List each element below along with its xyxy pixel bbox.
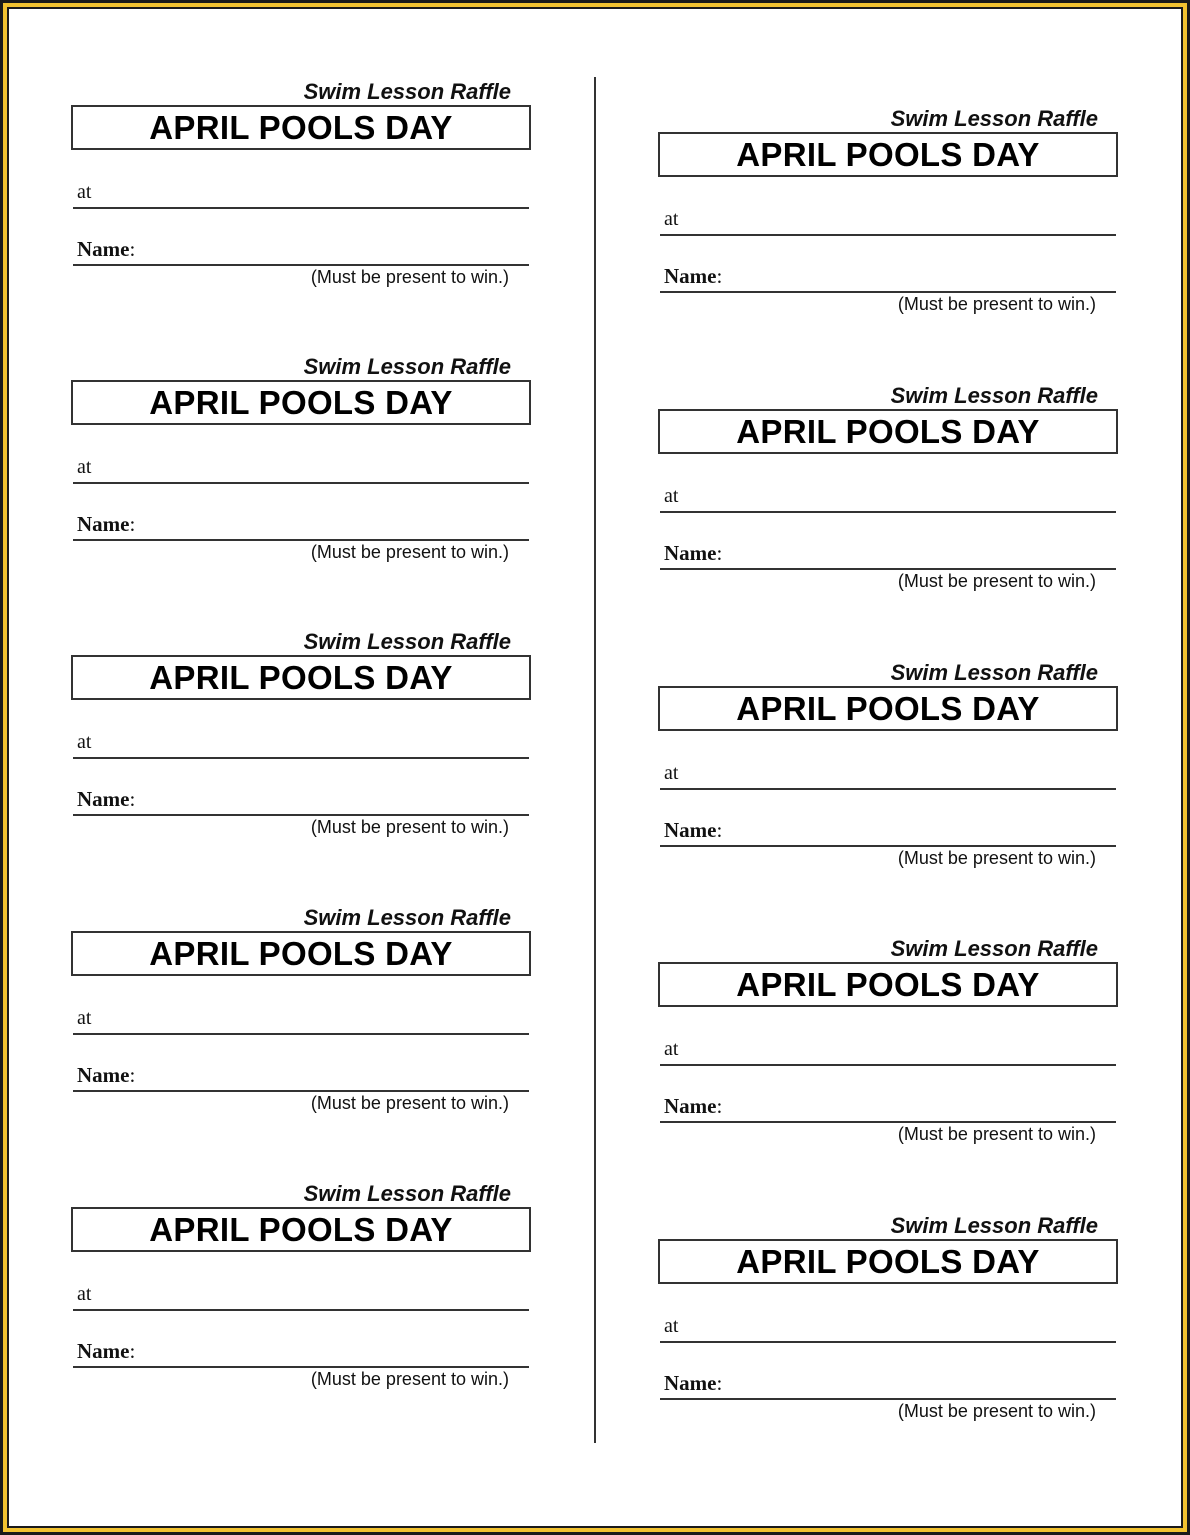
name-label-text: Name bbox=[664, 541, 717, 565]
event-name: APRIL POOLS DAY bbox=[149, 108, 453, 146]
at-label: at bbox=[664, 208, 679, 230]
name-line[interactable] bbox=[660, 568, 1116, 570]
must-be-present-note: (Must be present to win.) bbox=[310, 267, 509, 287]
name-label-text: Name bbox=[664, 818, 717, 842]
at-line[interactable] bbox=[660, 1341, 1116, 1343]
name-label-colon: : bbox=[129, 237, 136, 261]
at-line[interactable] bbox=[660, 511, 1116, 513]
raffle-ticket bbox=[658, 1213, 1120, 1433]
name-label-colon: : bbox=[716, 1094, 723, 1118]
raffle-title: Swim Lesson Raffle bbox=[303, 79, 511, 104]
name-line[interactable] bbox=[660, 1398, 1116, 1400]
event-name-box bbox=[71, 105, 531, 150]
name-label-colon: : bbox=[129, 1339, 136, 1363]
name-label-text: Name bbox=[77, 1063, 130, 1087]
event-name-box bbox=[658, 686, 1118, 731]
event-name-box bbox=[658, 132, 1118, 177]
name-label-colon: : bbox=[129, 787, 136, 811]
name-label-colon: : bbox=[129, 1063, 136, 1087]
event-name: APRIL POOLS DAY bbox=[149, 658, 453, 696]
column-divider bbox=[594, 77, 596, 1443]
at-line[interactable] bbox=[660, 1064, 1116, 1066]
must-be-present-note: (Must be present to win.) bbox=[897, 294, 1096, 314]
event-name: APRIL POOLS DAY bbox=[736, 412, 1040, 450]
at-line[interactable] bbox=[73, 207, 529, 209]
raffle-ticket bbox=[658, 936, 1120, 1156]
at-label: at bbox=[664, 1315, 679, 1337]
raffle-ticket bbox=[658, 106, 1120, 326]
event-name: APRIL POOLS DAY bbox=[736, 135, 1040, 173]
name-label-text: Name bbox=[77, 787, 130, 811]
raffle-title: Swim Lesson Raffle bbox=[890, 660, 1098, 685]
at-line[interactable] bbox=[660, 234, 1116, 236]
at-line[interactable] bbox=[73, 1309, 529, 1311]
name-label bbox=[664, 1094, 722, 1119]
raffle-title: Swim Lesson Raffle bbox=[890, 1213, 1098, 1238]
event-name: APRIL POOLS DAY bbox=[149, 1210, 453, 1248]
name-line[interactable] bbox=[73, 539, 529, 541]
must-be-present-note: (Must be present to win.) bbox=[310, 1093, 509, 1113]
event-name-box bbox=[71, 1207, 531, 1252]
raffle-ticket bbox=[71, 1181, 533, 1401]
name-line[interactable] bbox=[73, 814, 529, 816]
raffle-ticket bbox=[658, 660, 1120, 880]
name-label-colon: : bbox=[716, 818, 723, 842]
at-label: at bbox=[77, 731, 92, 753]
event-name: APRIL POOLS DAY bbox=[736, 689, 1040, 727]
name-label bbox=[77, 237, 135, 262]
name-label bbox=[77, 512, 135, 537]
name-label bbox=[664, 818, 722, 843]
name-label-colon: : bbox=[129, 512, 136, 536]
raffle-title: Swim Lesson Raffle bbox=[890, 383, 1098, 408]
name-label-text: Name bbox=[664, 1371, 717, 1395]
must-be-present-note: (Must be present to win.) bbox=[310, 542, 509, 562]
name-line[interactable] bbox=[73, 1090, 529, 1092]
must-be-present-note: (Must be present to win.) bbox=[310, 817, 509, 837]
name-label-text: Name bbox=[664, 1094, 717, 1118]
event-name: APRIL POOLS DAY bbox=[736, 1242, 1040, 1280]
name-label bbox=[664, 264, 722, 289]
name-line[interactable] bbox=[660, 845, 1116, 847]
event-name-box bbox=[71, 655, 531, 700]
name-label bbox=[77, 1063, 135, 1088]
at-label: at bbox=[77, 181, 92, 203]
at-label: at bbox=[77, 1007, 92, 1029]
must-be-present-note: (Must be present to win.) bbox=[897, 571, 1096, 591]
name-label-colon: : bbox=[716, 1371, 723, 1395]
name-line[interactable] bbox=[73, 1366, 529, 1368]
event-name-box bbox=[658, 409, 1118, 454]
raffle-title: Swim Lesson Raffle bbox=[303, 629, 511, 654]
at-label: at bbox=[77, 1283, 92, 1305]
name-line[interactable] bbox=[660, 1121, 1116, 1123]
at-label: at bbox=[664, 762, 679, 784]
at-label: at bbox=[77, 456, 92, 478]
at-line[interactable] bbox=[73, 757, 529, 759]
raffle-title: Swim Lesson Raffle bbox=[303, 354, 511, 379]
name-label-text: Name bbox=[77, 512, 130, 536]
raffle-ticket bbox=[71, 905, 533, 1125]
name-label bbox=[664, 541, 722, 566]
name-label bbox=[664, 1371, 722, 1396]
raffle-title: Swim Lesson Raffle bbox=[303, 905, 511, 930]
must-be-present-note: (Must be present to win.) bbox=[310, 1369, 509, 1389]
name-label-text: Name bbox=[77, 237, 130, 261]
name-line[interactable] bbox=[73, 264, 529, 266]
must-be-present-note: (Must be present to win.) bbox=[897, 1401, 1096, 1421]
raffle-title: Swim Lesson Raffle bbox=[890, 936, 1098, 961]
event-name-box bbox=[71, 931, 531, 976]
at-label: at bbox=[664, 485, 679, 507]
name-label-text: Name bbox=[77, 1339, 130, 1363]
raffle-ticket bbox=[71, 629, 533, 849]
raffle-ticket bbox=[658, 383, 1120, 603]
raffle-ticket bbox=[71, 354, 533, 574]
event-name: APRIL POOLS DAY bbox=[149, 934, 453, 972]
at-line[interactable] bbox=[73, 1033, 529, 1035]
raffle-title: Swim Lesson Raffle bbox=[303, 1181, 511, 1206]
name-label bbox=[77, 787, 135, 812]
name-label-colon: : bbox=[716, 264, 723, 288]
event-name: APRIL POOLS DAY bbox=[736, 965, 1040, 1003]
must-be-present-note: (Must be present to win.) bbox=[897, 1124, 1096, 1144]
name-label bbox=[77, 1339, 135, 1364]
raffle-title: Swim Lesson Raffle bbox=[890, 106, 1098, 131]
event-name: APRIL POOLS DAY bbox=[149, 383, 453, 421]
raffle-ticket bbox=[71, 79, 533, 299]
at-label: at bbox=[664, 1038, 679, 1060]
event-name-box bbox=[658, 962, 1118, 1007]
event-name-box bbox=[71, 380, 531, 425]
name-line[interactable] bbox=[660, 291, 1116, 293]
must-be-present-note: (Must be present to win.) bbox=[897, 848, 1096, 868]
at-line[interactable] bbox=[73, 482, 529, 484]
name-label-colon: : bbox=[716, 541, 723, 565]
event-name-box bbox=[658, 1239, 1118, 1284]
at-line[interactable] bbox=[660, 788, 1116, 790]
name-label-text: Name bbox=[664, 264, 717, 288]
